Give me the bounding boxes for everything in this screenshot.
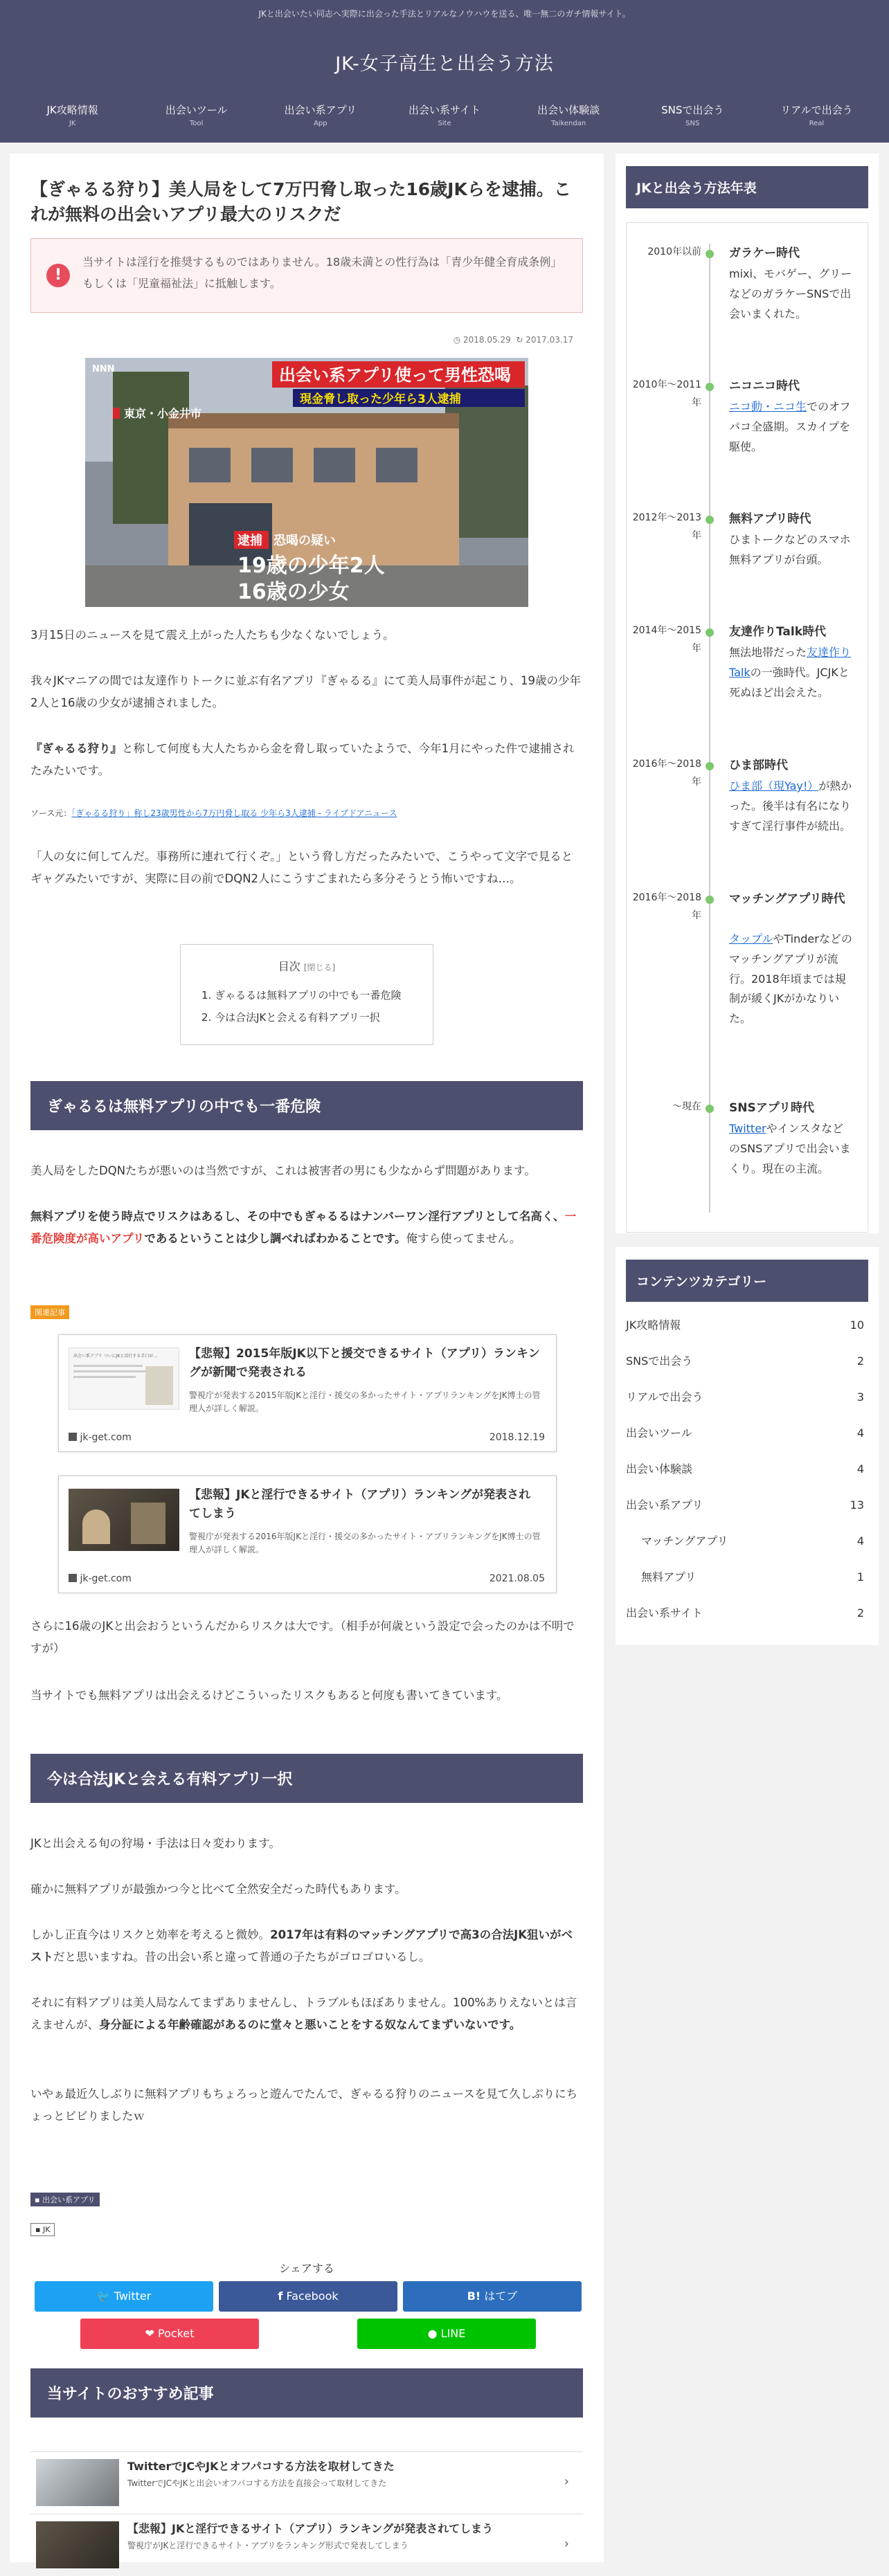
toc-item[interactable]: 2. 今は合法JKと会える有料アプリ一択 xyxy=(201,1011,380,1024)
timeline-heading: SNSアプリ時代 xyxy=(729,1101,815,1115)
eyecatch-image xyxy=(85,358,528,607)
recommended-thumbnail xyxy=(36,2521,119,2568)
paragraph: 我々JKマニアの間では友達作りトークに並ぶ有名アプリ『ぎゃるる』にて美人局事件が起こり、19歳の少年2人と16歳の少女が逮捕されました。 xyxy=(30,674,582,710)
news-screenshot xyxy=(85,358,528,607)
timeline-dot xyxy=(706,250,714,258)
news-label-arrest: 逮捕 xyxy=(237,534,262,548)
date-updated: 2017.03.17 xyxy=(526,335,573,345)
section-heading: ぎゃるるは無料アプリの中でも一番危険 xyxy=(30,1081,583,1130)
post-dates xyxy=(454,335,573,345)
recommended-description: TwitterでJCやJKと出会いオフパコする方法を直接会って取材してきた xyxy=(127,2478,387,2488)
tv-logo: NNN xyxy=(92,364,115,374)
timeline-year: 2016年〜2018年 xyxy=(632,892,701,921)
card-thumbnail xyxy=(69,1489,179,1551)
recommended-item[interactable] xyxy=(30,2514,583,2576)
toc-item[interactable]: 1. ぎゃるるは無料アプリの中でも一番危険 xyxy=(201,989,402,1001)
card-description: 警視庁が発表する2015年版JKと淫行・援交の多かったサイト・アプリランキングをJK博士の管理人が詳しく解説。 xyxy=(189,1390,541,1414)
facebook-icon: f xyxy=(278,2289,283,2303)
favicon-icon xyxy=(69,1433,77,1441)
category-item[interactable]: 出会い体験談 4 xyxy=(626,1462,864,1476)
timeline-link[interactable]: タップル xyxy=(729,932,773,945)
favicon-icon xyxy=(69,1574,77,1582)
timeline-heading: マッチングアプリ時代 xyxy=(729,892,845,906)
article-title: 【ぎゃるる狩り】美人局をして7万円脅し取った16歳JKらを逮捕。これが無料の出会いアプリ最大のリスクだ xyxy=(30,179,571,225)
news-line-2: 16歳の少女 xyxy=(237,580,350,604)
main-content xyxy=(10,154,604,2562)
post-tag[interactable]: ▪ JK xyxy=(30,2223,55,2236)
news-line-1: 19歳の少年2人 xyxy=(237,554,385,578)
share-pocket-button[interactable]: ❤ Pocket xyxy=(80,2319,259,2349)
category-tag[interactable]: ▪ 出会い系アプリ xyxy=(30,2193,100,2206)
recommended-title: TwitterでJCやJKとオフパコする方法を取材してきた xyxy=(127,2460,395,2473)
paragraph: しかし正直今はリスクと効率を考えると微妙。2017年は有料のマッチングアプリで高3の合法JK狙いがベストだと思いますね。昔の出会い系と違って普通の子たちがゴロゴロいるし。 xyxy=(30,1928,573,1964)
exclamation-icon: ! xyxy=(46,264,70,287)
timeline-dot xyxy=(706,762,714,770)
category-item[interactable]: SNSで出会う 2 xyxy=(626,1354,864,1368)
recommended-title: 【悲報】JKと淫行できるサイト（アプリ）ランキングが発表されてしまう xyxy=(127,2522,494,2535)
timeline-dot xyxy=(706,516,714,524)
card-site: jk-get.com xyxy=(80,1573,132,1584)
paragraph: 『ぎゃるる狩り』と称して何度も大人たちから金を脅し取っていたようで、今年1月にやった件で逮捕されたみたいです。 xyxy=(30,742,575,778)
timeline-year: 2012年〜2013年 xyxy=(632,512,701,541)
timeline-body: mixi、モバゲー、グリーなどのガラケーSNSで出会いまくれた。 xyxy=(729,267,852,320)
timeline-dot xyxy=(706,628,714,637)
paragraph: さらに16歳のJKと出会おうというんだからリスクは大です。（相手が何歳という設定で会ったのかは不明ですが） xyxy=(30,1620,575,1656)
source-line: ソース元：「ぎゃるる狩り」称し23歳男性から7万円脅し取る 少年ら3人逮捕 - ライブドアニュース xyxy=(30,808,397,818)
timeline-dot xyxy=(706,383,714,391)
timeline-body: ひまトークなどのスマホ無料アプリが台頭。 xyxy=(729,533,851,566)
blog-card[interactable] xyxy=(58,1334,557,1452)
recommended-description: 警視庁がJKと淫行できるサイト・アプリをランキング形式で発表してしまう xyxy=(127,2541,408,2550)
timeline-link[interactable]: ニコ動・ニコ生 xyxy=(729,400,807,413)
card-thumbnail: 出会い系アプリ ついにJKと淫行する手口が… xyxy=(69,1348,179,1410)
paragraph: 3月15日のニュースを見て震え上がった人たちも少なくないでしょう。 xyxy=(30,628,395,642)
card-description: 警視庁が発表する2016年版JKと淫行・援交の多かったサイト・アプリランキングをJK博士の管理人が詳しく解説。 xyxy=(189,1532,541,1555)
card-site: jk-get.com xyxy=(80,1432,132,1443)
paragraph: 無料アプリを使う時点でリスクはあるし、その中でもぎゃるるはナンバーワン淫行アプリとして名高く、一番危険度が高いアプリであるということは少し調べればわかることです。俺すら使ってません。 xyxy=(30,1210,577,1246)
share-title: シェアする xyxy=(279,2262,334,2275)
section-heading: 今は合法JKと会える有料アプリ一択 xyxy=(30,1754,583,1803)
refresh-icon: ↻ xyxy=(516,335,523,345)
timeline-heading: 無料アプリ時代 xyxy=(729,512,811,526)
paragraph: それに有料アプリは美人局なんてまずありませんし、トラブルもほぼありません。100%ありえないとは言えませんが、身分証による年齢確認があるのに堂々と悪いことをする奴なんてまずいないです。 xyxy=(30,1996,577,2032)
timeline-dot xyxy=(706,1105,714,1113)
timeline-link[interactable]: 友達作りTalk xyxy=(729,646,852,679)
news-place: 東京・小金井市 xyxy=(124,407,202,420)
paragraph: 当サイトでも無料アプリは出会えるけどこういったリスクもあると何度も書いてきています。 xyxy=(30,1689,508,1702)
section-heading: 当サイトのおすすめ記事 xyxy=(30,2368,583,2418)
timeline-dot xyxy=(706,896,714,904)
pocket-icon: ❤ xyxy=(145,2327,154,2340)
site-header xyxy=(0,0,889,143)
paragraph: 美人局をしたDQNたちが悪いのは当然ですが、これは被害者の男にも少なからず問題があります。 xyxy=(30,1164,536,1177)
site-tagline: JKと出会いたい同志へ実際に出会った手法とリアルなノウハウを送る、唯一無二のガチ情報サイト。 xyxy=(258,9,631,19)
nav-item-sns[interactable]: SNSで出会う SNS xyxy=(661,104,724,127)
nav-item-app[interactable]: 出会い系アプリ App xyxy=(284,104,357,127)
card-date: 2021.08.05 xyxy=(489,1573,545,1584)
hatena-icon: B! xyxy=(467,2289,481,2303)
date-published: 2018.05.29 xyxy=(463,335,511,345)
related-label: 関連記事 xyxy=(30,1305,69,1319)
timeline-body: タップルやTinderなどのマッチングアプリが流行。2018年頃までは規制が緩くJKがかなりいた。 xyxy=(729,932,852,1026)
news-label-suspicion: 恐喝の疑い xyxy=(273,534,336,548)
timeline-widget xyxy=(616,154,879,1233)
share-facebook-button[interactable]: f Facebook xyxy=(219,2281,397,2312)
timeline-title: JKと出会う方法年表 xyxy=(626,166,868,208)
sidebar xyxy=(616,154,879,1659)
timeline-year: 2010年〜2011年 xyxy=(632,379,701,408)
timeline-year: 2010年以前 xyxy=(647,246,701,257)
share-hatena-button[interactable]: B! はてブ xyxy=(403,2281,582,2312)
timeline-heading: ガラケー時代 xyxy=(729,246,800,260)
card-title: 【悲報】2015年版JK以下と援交できるサイト（アプリ）ランキングが新聞で発表される xyxy=(189,1347,540,1380)
timeline-year: 2014年〜2015年 xyxy=(632,625,701,654)
category-item[interactable]: リアルで出会う 3 xyxy=(626,1390,864,1404)
category-list xyxy=(626,1307,868,1631)
timeline-year: 2016年〜2018年 xyxy=(632,759,701,788)
timeline-year: 〜現在 xyxy=(672,1101,701,1112)
table-of-contents xyxy=(180,944,433,1045)
category-item[interactable]: 出会い系サイト 2 xyxy=(626,1606,864,1620)
timeline-body: ひま部（現Yay!）が熱かった。後半は有名になりすぎて淫行事件が続出。 xyxy=(729,779,852,833)
clock-icon: ◷ xyxy=(453,335,461,345)
source-link[interactable]: 「ぎゃるる狩り」称し23歳男性から7万円脅し取る 少年ら3人逮捕 - ライブドアニュース xyxy=(71,808,397,818)
toc-title: 目次 xyxy=(278,960,300,973)
toc-toggle[interactable]: [閉じる] xyxy=(303,963,336,972)
blog-card[interactable] xyxy=(58,1476,557,1593)
timeline-link[interactable]: Twitter xyxy=(729,1122,766,1135)
category-item[interactable]: JK攻略情報 10 xyxy=(626,1318,864,1332)
category-title: コンテンツカテゴリー xyxy=(626,1260,868,1302)
timeline-link[interactable]: ひま部（現Yay!） xyxy=(729,779,819,792)
timeline-body: 無法地帯だった友達作りTalkの一強時代。JCJKと死ぬほど出会えた。 xyxy=(729,646,852,699)
line-icon: ● xyxy=(427,2327,438,2340)
timeline-body: TwitterやインスタなどのSNSアプリで出会いまくり。現在の主流。 xyxy=(729,1122,851,1175)
chevron-right-icon: › xyxy=(564,2474,569,2489)
alert-box xyxy=(30,238,583,313)
paragraph: JKと出会える旬の狩場・手法は日々変わります。 xyxy=(30,1837,280,1850)
nav-item-jk[interactable]: JK攻略情報 JK xyxy=(46,104,98,127)
paragraph: 確かに無料アプリが最強かつ今と比べて全然安全だった時代もあります。 xyxy=(30,1883,406,1896)
paragraph: いやぁ最近久しぶりに無料アプリもちょろっと遊んでたんで、ぎゃるる狩りのニュースを見て久しぶりにちょっとビビりましたｗ xyxy=(30,2087,578,2123)
category-item[interactable]: 出会いツール 4 xyxy=(626,1426,864,1440)
share-twitter-button[interactable]: 🐦 Twitter xyxy=(35,2281,213,2312)
twitter-icon: 🐦 xyxy=(96,2289,111,2303)
category-item-child[interactable]: 無料アプリ 1 xyxy=(641,1570,864,1584)
global-nav xyxy=(10,102,879,127)
nav-item-site[interactable]: 出会い系サイト Site xyxy=(408,104,481,127)
folder-icon: ▪ xyxy=(35,2195,40,2204)
category-widget xyxy=(616,1247,879,1645)
timeline-heading: 友達作りTalk時代 xyxy=(729,625,827,639)
recommended-thumbnail xyxy=(36,2459,119,2506)
nav-item-real[interactable]: リアルで出会う Real xyxy=(780,104,853,127)
chevron-right-icon: › xyxy=(564,2537,569,2551)
news-caption-top: 出会い系アプリ使って男性恐喝 xyxy=(279,365,512,385)
recommended-item[interactable] xyxy=(30,2451,583,2514)
timeline-heading: ひま部時代 xyxy=(729,759,788,772)
site-title[interactable]: JK-女子高生と出会う方法 xyxy=(335,53,554,75)
nav-item-tool[interactable]: 出会いツール Tool xyxy=(165,104,228,127)
news-caption-sub: 現金脅し取った少年ら3人逮捕 xyxy=(300,392,461,406)
card-date: 2018.12.19 xyxy=(489,1432,545,1443)
paragraph: 「人の女に何してんだ。事務所に連れて行くぞ。」という脅し方だったみたいで、こうやって文字で見るとギャグみたいですが、実際に目の前でDQN2人にこうすごまれたら多分そうとう怖いですね…。 xyxy=(30,850,573,886)
tag-icon: ▪ xyxy=(35,2225,41,2234)
card-title: 【悲報】JKと淫行できるサイト（アプリ）ランキングが発表されてしまう xyxy=(189,1488,531,1521)
timeline-body: ニコ動・ニコ生でのオフパコ全盛期。スカイプを駆使。 xyxy=(729,400,851,453)
timeline-heading: ニコニコ時代 xyxy=(729,379,800,393)
share-line-button[interactable]: ● LINE xyxy=(357,2319,536,2349)
category-item-child[interactable]: マッチングアプリ 4 xyxy=(641,1534,864,1548)
alert-text: 当サイトは淫行を推奨するものではありません。18歳未満との性行為は「青少年健全育成条例」もしくは「児童福祉法」に抵触します。 xyxy=(82,255,562,291)
category-item[interactable]: 出会い系アプリ 13 xyxy=(626,1498,864,1512)
timeline xyxy=(626,222,868,1233)
nav-item-taikendan[interactable]: 出会い体験談 Taikendan xyxy=(537,104,600,127)
